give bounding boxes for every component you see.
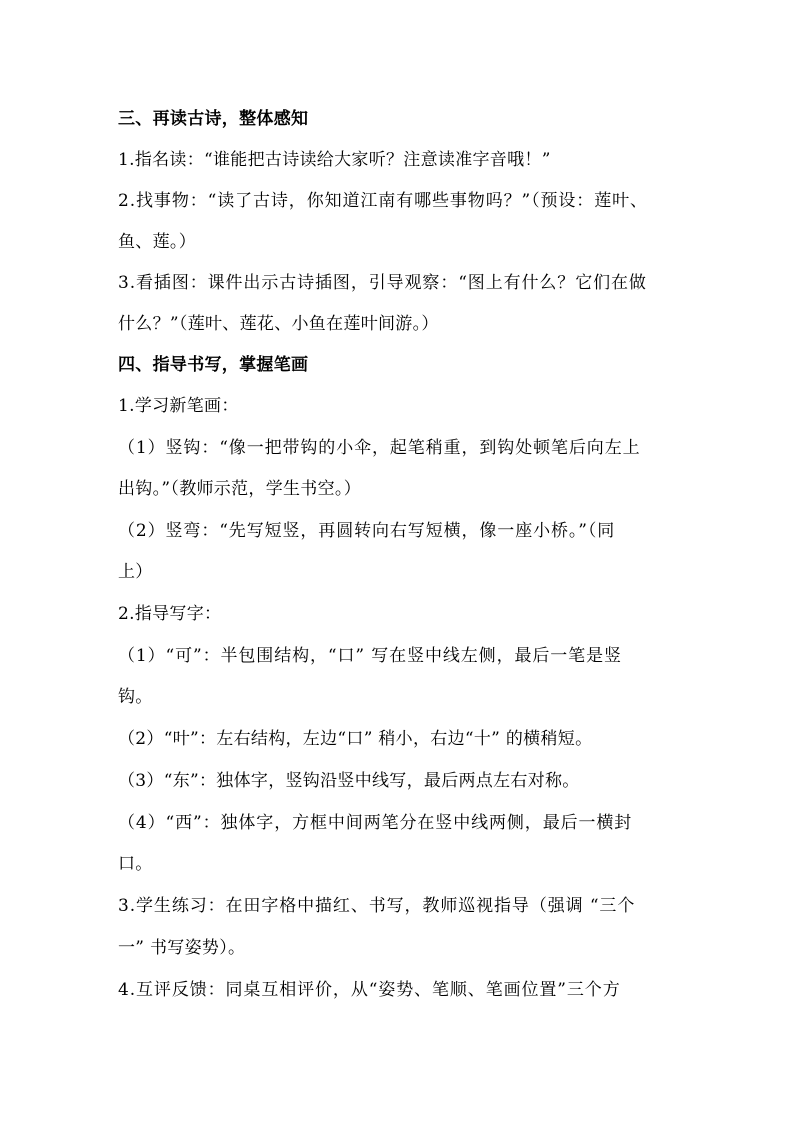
paragraph-line: 3.看插图：课件出示古诗插图，引导观察：“图上有什么？它们在做 — [118, 273, 647, 293]
paragraph-line: （2）竖弯：“先写短竖，再圆转向右写短横，像一座小桥。”（同 — [118, 521, 616, 541]
paragraph-line: （3）“东”：独体字，竖钩沿竖中线写，最后两点左右对称。 — [118, 771, 580, 791]
paragraph-line: 2.指导写字： — [118, 604, 222, 624]
paragraph-line: （2）“叶”：左右结构，左边“口” 稍小，右边“十” 的横稍短。 — [118, 729, 593, 749]
paragraph-line: 1.指名读：“谁能把古诗读给大家听？注意读准字音哦！” — [118, 150, 551, 170]
paragraph-line: 1.学习新笔画： — [118, 396, 239, 416]
paragraph-line: （1）竖钩：“像一把带钩的小伞，起笔稍重，到钩处顿笔后向左上 — [118, 438, 641, 458]
paragraph-line: 口。 — [118, 854, 153, 874]
paragraph-line: （1）“可”：半包围结构，“口” 写在竖中线左侧，最后一笔是竖 — [118, 646, 622, 666]
section-heading-4: 四、指导书写，掌握笔画 — [118, 355, 309, 375]
paragraph-line: 2.找事物：“读了古诗，你知道江南有哪些事物吗？”（预设：莲叶、 — [118, 191, 648, 211]
paragraph-line: 钩。 — [118, 687, 153, 707]
paragraph-line: 上） — [118, 562, 153, 582]
paragraph-line: 什么？”（莲叶、莲花、小鱼在莲叶间游。） — [118, 314, 439, 334]
paragraph-line: 4.互评反馈：同桌互相评价，从“姿势、笔顺、笔画位置”三个方 — [118, 980, 621, 1000]
paragraph-line: 出钩。”（教师示范，学生书空。） — [118, 479, 361, 499]
paragraph-line: 3.学生练习：在田字格中描红、书写，教师巡视指导（强调 “三个 — [118, 896, 636, 916]
section-heading-3: 三、再读古诗，整体感知 — [118, 109, 309, 129]
paragraph-line: （4）“西”：独体字，方框中间两笔分在竖中线两侧，最后一横封 — [118, 813, 633, 833]
paragraph-line: 一” 书写姿势）。 — [118, 938, 246, 958]
paragraph-line: 鱼、莲。） — [118, 232, 196, 252]
